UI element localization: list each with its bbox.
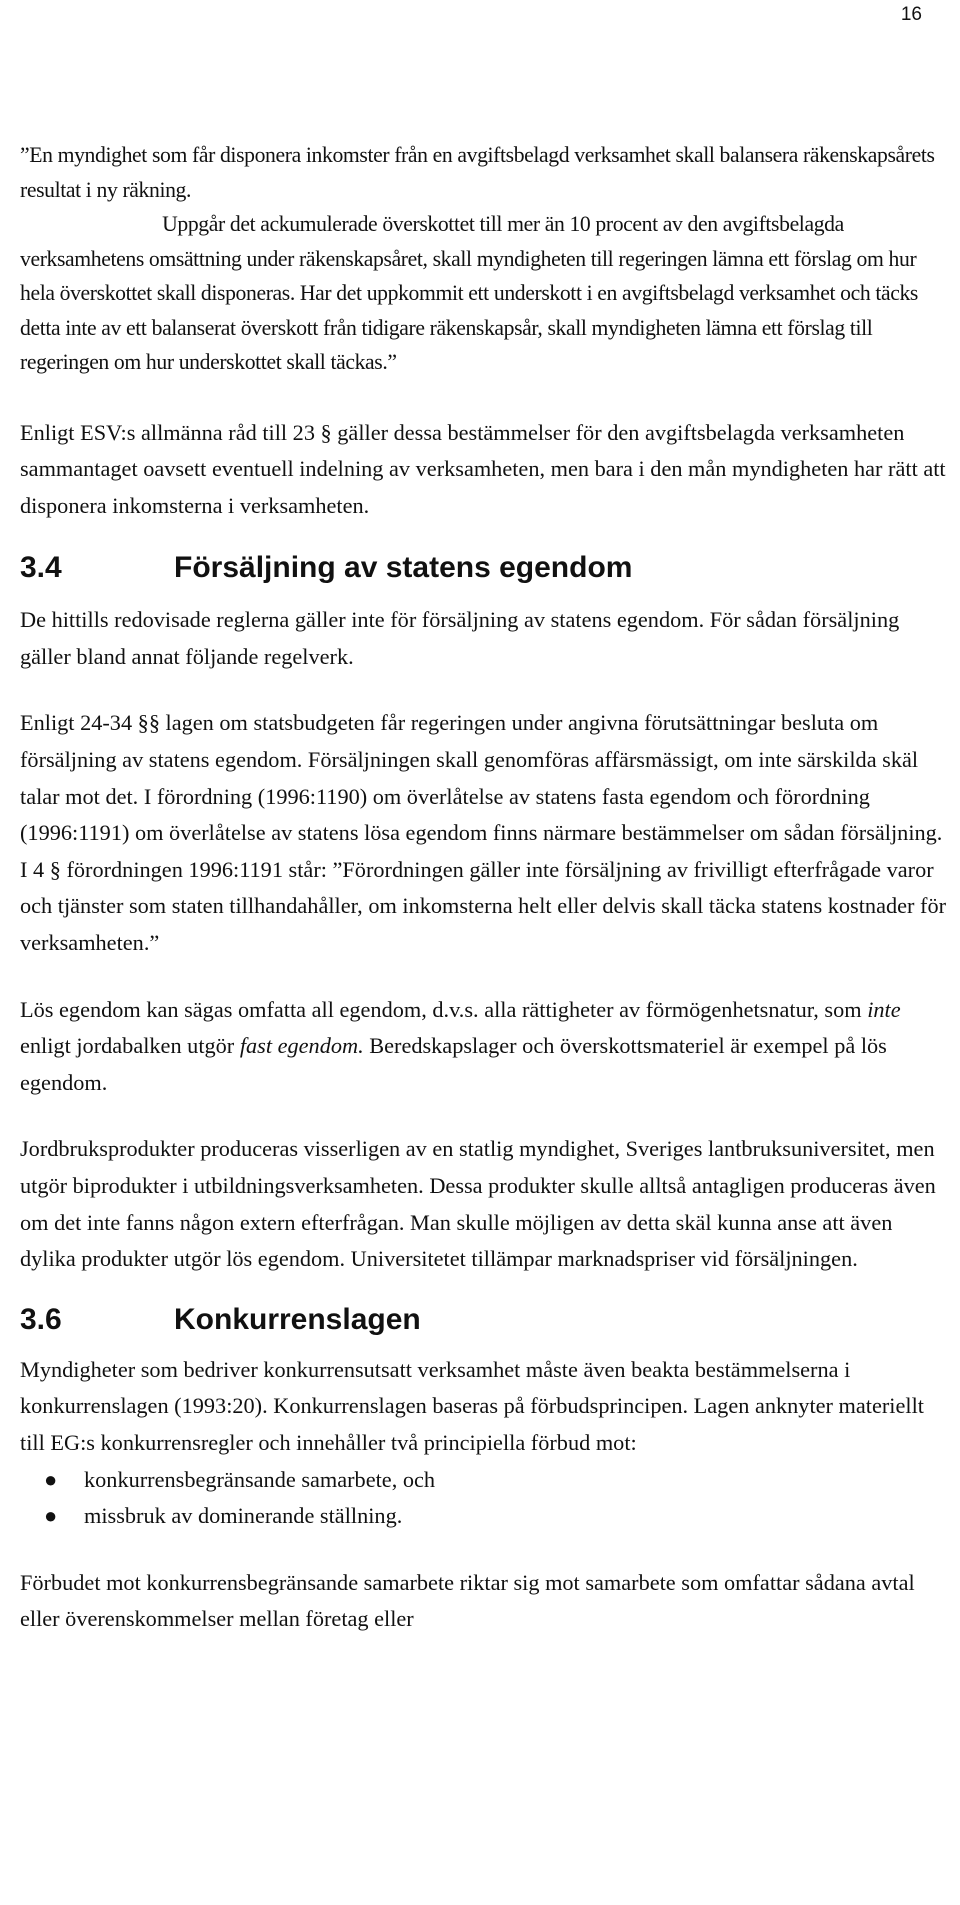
bullet-icon: ● — [44, 1503, 58, 1529]
page-number: 16 — [900, 4, 922, 25]
quote-paragraph-1: ”En myndighet som får disponera inkomster från en avgiftsbelagd verksamhet skall balansera räkenskapsårets resultat i ny räkning. — [20, 142, 935, 202]
section-title: Försäljning av statens egendom — [174, 551, 633, 585]
esv-paragraph: Enligt ESV:s allmänna råd till 23 § gäller dessa bestämmelser för den avgiftsbelagda verksamheten sammantaget oavsett eventuell indelning av verksamheten, men bara i den mån myndigheten har rätt att disponera inkomsterna i verksamheten. — [20, 419, 946, 518]
movable-property-paragraph — [20, 992, 948, 1102]
budget-law-paragraph: Enligt 24-34 §§ lagen om statsbudgeten får regeringen under angivna förutsättningar besluta om försäljning av statens egendom. Försäljningen skall genomföras affärsmässigt, om inte särskilda skäl talar mot det. I förordning (1996:1190) om överlåtelse av statens fasta egendom och förordning (1996:1191) om överlåtelse av statens lösa egendom finns närmare bestämmelser om sådan försäljning. I 4 § förordningen 1996:1191 står: ”Förordningen gäller inte försäljning av frivilligt efterfrågade varor och tjänster som staten tillhandahåller, om inkomsterna helt eller delvis skall täcka statens kostnader för verksamheten.” — [20, 710, 947, 956]
movable-text-c: Beredskapslager och överskottsmateriel är exempel på lös egendom. — [20, 1033, 887, 1095]
quote-paragraph-2: Uppgår det ackumulerade överskottet till mer än 10 procent av den avgiftsbelagda verksamhetens omsättning under räkenskapsåret, skall myndigheten till regeringen lämna ett förslag om hur hela överskottet skall disponeras. Har det uppkommit ett underskott i en avgiftsbelagd verksamhet och täcks detta inte av ett balanserat överskott från tidigare räkenskapsår, skall myndigheten lämna ett förslag till regeringen om hur underskottet skall täckas.” — [20, 211, 918, 374]
section-heading-3-6 — [20, 1300, 948, 1340]
list-item — [20, 1462, 948, 1499]
list-item-text: konkurrensbegränsande samarbete, och — [84, 1466, 436, 1492]
movable-text-b: enligt jordabalken utgör — [20, 1033, 240, 1059]
bullet-icon: ● — [44, 1466, 58, 1492]
emphasis-inte: inte — [867, 996, 901, 1022]
section-title: Konkurrenslagen — [174, 1302, 421, 1336]
sale-rules-paragraph: De hittills redovisade reglerna gäller inte för försäljning av statens egendom. För sådan försäljning gäller bland annat följande regelverk. — [20, 607, 900, 669]
list-item-text: missbruk av dominerande ställning. — [84, 1503, 403, 1529]
agricultural-products-paragraph: Jordbruksprodukter produceras visserligen av en statlig myndighet, Sveriges lantbruksuniversitet, men utgör biprodukter i utbildningsverksamheten. Dessa produkter skulle alltså antagligen produceras även om det inte fanns någon extern efterfrågan. Man skulle möjligen av detta skäl kunna anse att även dylika produkter utgör lös egendom. Universitetet tillämpar marknadspriser vid försäljningen. — [20, 1136, 936, 1272]
section-heading-3-4 — [20, 548, 948, 588]
section-number: 3.6 — [20, 1302, 62, 1336]
list-item — [20, 1498, 948, 1535]
section-number: 3.4 — [20, 551, 62, 585]
movable-text-a: Lös egendom kan sägas omfatta all egendom, d.v.s. alla rättigheter av förmögenhetsnatur, som — [20, 996, 868, 1022]
competition-law-paragraph: Myndigheter som bedriver konkurrensutsatt verksamhet måste även beakta bestämmelserna i konkurrenslagen (1993:20). Konkurrenslagen baseras på förbudsprincipen. Lagen anknyter materiellt till EG:s konkurrensregler och innehåller två principiella förbud mot: — [20, 1356, 924, 1455]
prohibition-paragraph: Förbudet mot konkurrensbegränsande samarbete riktar sig mot samarbete som omfattar sådana avtal eller överenskommelser mellan företag eller — [20, 1569, 915, 1632]
prohibition-list — [20, 1462, 948, 1535]
page-content — [20, 138, 948, 1638]
emphasis-fast-egendom: fast egendom. — [239, 1033, 364, 1059]
